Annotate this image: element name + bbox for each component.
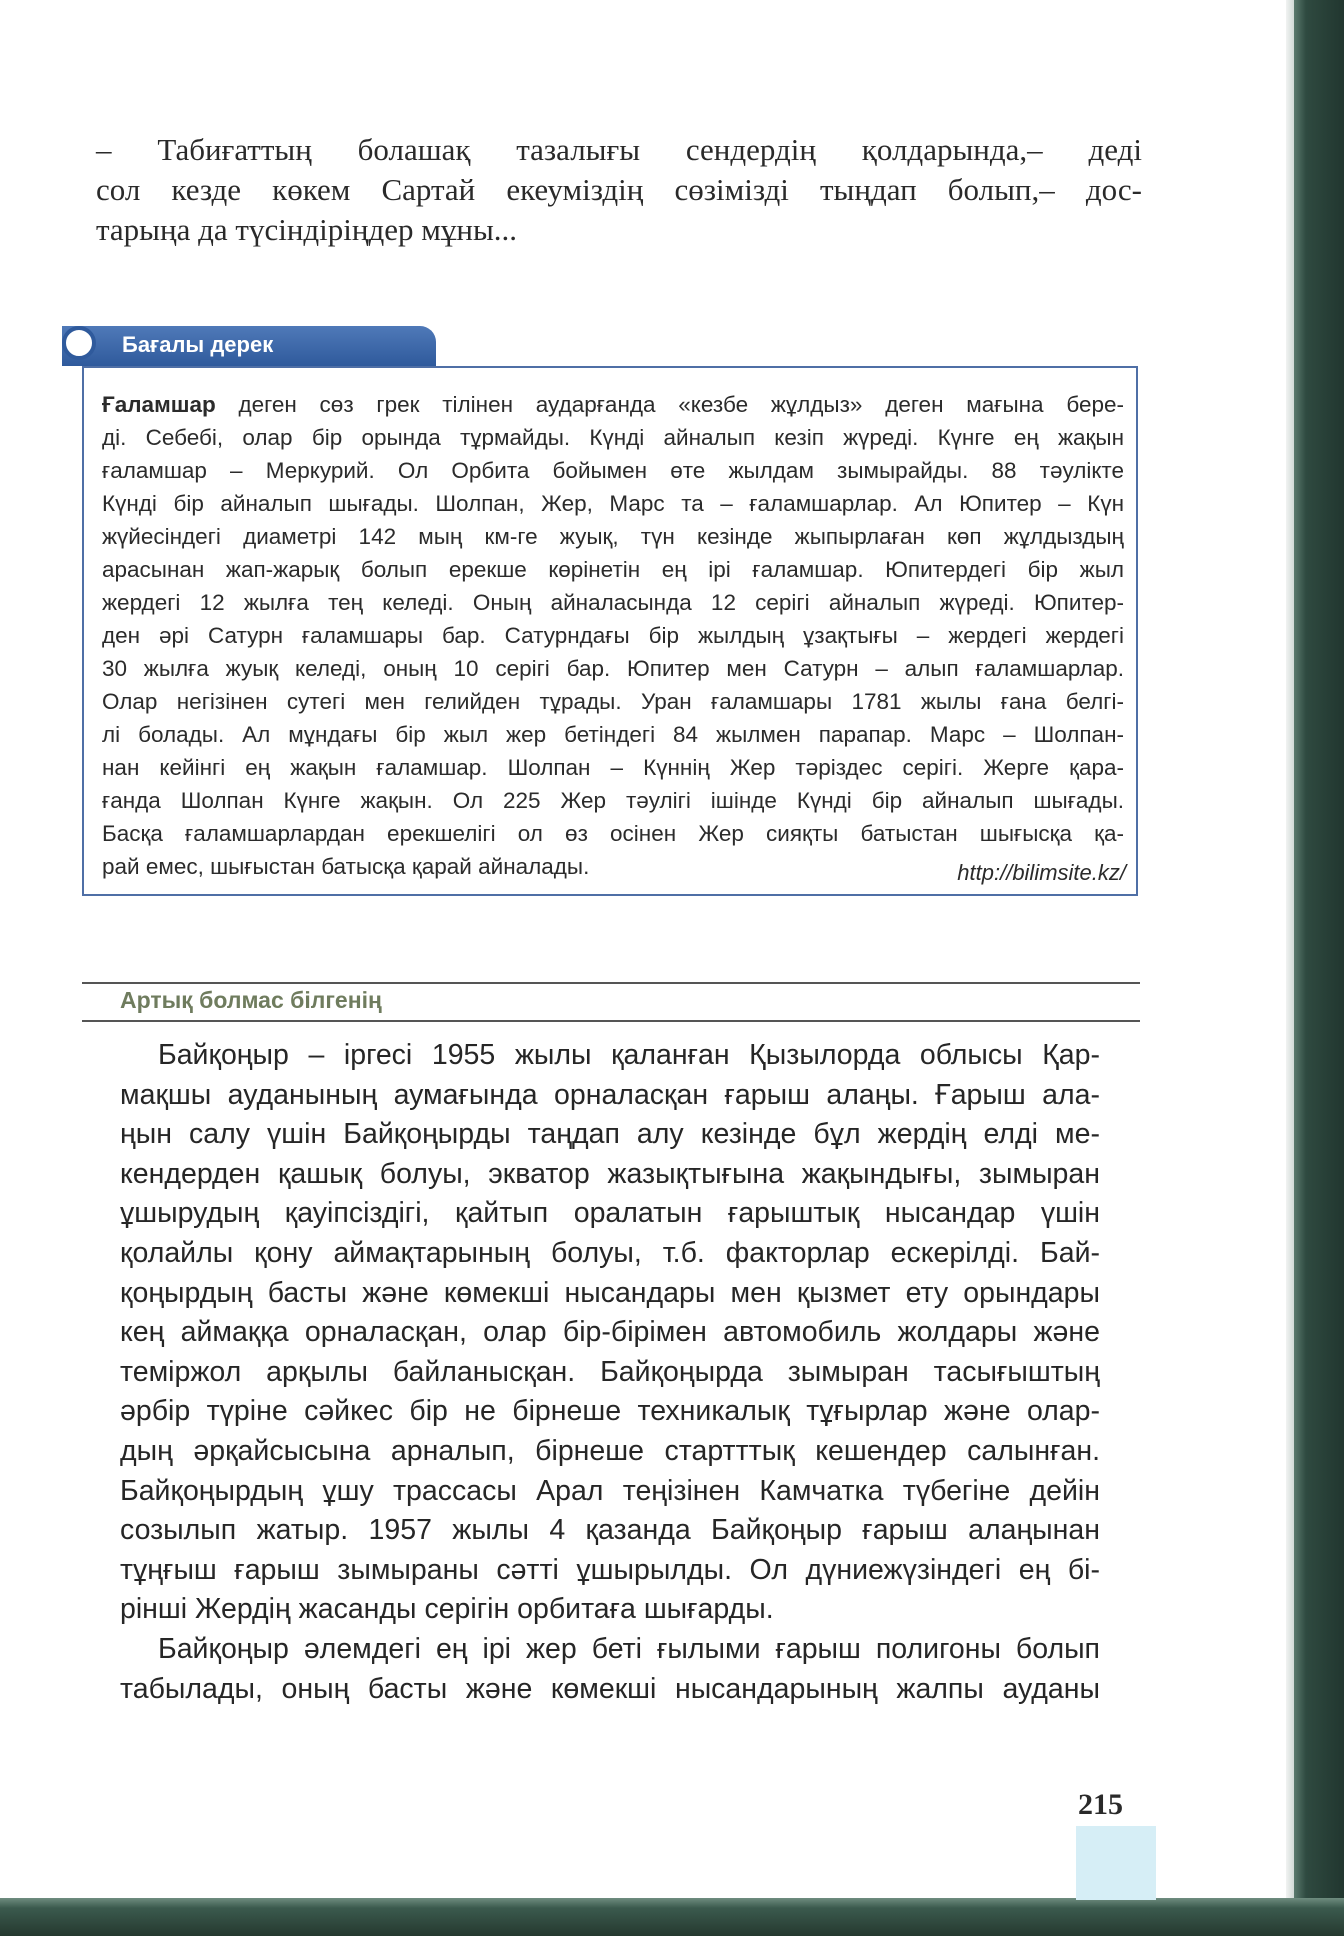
- info-box-line: Күнді бір айналып шығады. Шолпан, Жер, Марс та – ғаламшарлар. Ал Юпитер – Күн: [102, 491, 1124, 516]
- info-box-text: [102, 388, 1124, 883]
- info-box-circle-icon: [62, 326, 96, 360]
- body-line: рінші Жердің жасанды серігін орбитаға шығарды.: [120, 1593, 774, 1626]
- info-box-line: лі болады. Ал мұндағы бір жыл жер бетіндегі 84 жылмен парапар. Марс – Шолпан-: [102, 722, 1124, 747]
- body-line: ңын салу үшін Байқоңырды таңдап алу кезінде бұл жердің елді ме-: [120, 1118, 1100, 1151]
- page-number-tab: [1076, 1826, 1156, 1900]
- body-line: Байқоңыр әлемдегі ең ірі жер беті ғылыми ғарыш полигоны болып: [158, 1632, 1100, 1665]
- body-line: созылып жатыр. 1957 жылы 4 қазанда Байқоңыр ғарыш алаңынан: [120, 1514, 1100, 1547]
- info-box-line-rest: деген сөз грек тілінен аударғанда «кезбе жұлдыз» деген мағына бере-: [215, 392, 1124, 417]
- section-rule-top: [82, 982, 1140, 984]
- quote-line: – Табиғаттың болашақ тазалығы сендердің қолдарында,– деді: [96, 132, 1142, 167]
- info-box-line: [102, 388, 1124, 421]
- info-box-line: жүйесіндегі диаметрі 142 мың км-ге жуық, түн кезінде жыпырлаған көп жұлдыздың: [102, 524, 1124, 549]
- body-line: мақшы ауданының аумағында орналасқан ғарыш алаңы. Ғарыш ала-: [120, 1078, 1100, 1111]
- info-box-line: ді. Себебі, олар бір орында тұрмайды. Күнді айналып кезіп жүреді. Күнге ең жақын: [102, 425, 1124, 450]
- body-line: қолайлы қону аймақтарының болуы, т.б. факторлар ескерілді. Бай-: [120, 1236, 1100, 1269]
- info-box-bold-term: Ғаламшар: [102, 392, 216, 417]
- body-line: тұңғыш ғарыш зымыраны сәтті ұшырылды. Ол дүниежүзіндегі ең бі-: [120, 1553, 1100, 1586]
- quote-line: сол кезде көкем Сартай екеуміздің сөзімізді тыңдап болып,– дос-: [96, 172, 1142, 207]
- body-line: қоңырдың басты және көмекші нысандары мен қызмет ету орындары: [120, 1276, 1100, 1309]
- book-cover-edge-right: [1294, 0, 1344, 1936]
- info-box-line: нан кейінгі ең жақын ғаламшар. Шолпан – Күннің Жер тәріздес серігі. Жерге қара-: [102, 755, 1124, 780]
- info-box-line: ғанда Шолпан Күнге жақын. Ол 225 Жер тәулігі ішінде Күнді бір айналып шығады.: [102, 788, 1124, 813]
- info-box-source-link[interactable]: http://bilimsite.kz/: [957, 860, 1126, 885]
- body-line: ұшырудың қауіпсіздігі, қайтып оралатын ғарыштық нысандар үшін: [120, 1197, 1100, 1230]
- info-box-line: ден әрі Сатурн ғаламшары бар. Сатурндағы бір жылдың ұзақтығы – жердегі жердегі: [102, 623, 1124, 648]
- body-line: әрбір түріне сәйкес бір не бірнеше техникалық тұғырлар және олар-: [120, 1395, 1100, 1428]
- quote-line: тарыңа да түсіндіріңдер мұны...: [96, 212, 518, 247]
- body-line: кендерден қашық болуы, экватор жазықтығына жақындығы, зымыран: [120, 1157, 1100, 1190]
- book-cover-edge-bottom: [0, 1898, 1344, 1936]
- section-title: Артық болмас білгенің: [120, 987, 382, 1013]
- info-box-line: арасынан жап-жарық болып ерекше көрінетін ең ірі ғаламшар. Юпитердегі бір жыл: [102, 557, 1124, 582]
- body-line: кең аймаққа орналасқан, олар бір-бірімен автомобиль жолдары және: [120, 1316, 1100, 1349]
- body-line: дың әрқайсысына арналып, бірнеше стартттық кешендер салынған.: [120, 1434, 1100, 1467]
- info-box-line: ғаламшар – Меркурий. Ол Орбита бойымен өте жылдам зымырайды. 88 тәулікте: [102, 458, 1124, 483]
- body-line: табылады, оның басты және көмекші нысандарының жалпы ауданы: [120, 1672, 1100, 1705]
- quote-paragraph: [96, 130, 1142, 250]
- section-body-text: [120, 1036, 1100, 1709]
- info-box-title: Бағалы дерек: [122, 332, 274, 357]
- info-box-line: Олар негізінен сутегі мен гелийден тұрады. Уран ғаламшары 1781 жылы ғана белгі-: [102, 689, 1124, 714]
- info-box-line: Басқа ғаламшарлардан ерекшелігі ол өз осінен Жер сияқты батыстан шығысқа қа-: [102, 821, 1124, 846]
- page-number: 215: [1078, 1788, 1123, 1821]
- info-box-line: 30 жылға жуық келеді, оның 10 серігі бар. Юпитер мен Сатурн – алып ғаламшарлар.: [102, 656, 1124, 681]
- section-rule-bottom: [82, 1020, 1140, 1022]
- body-line: Байқоңырдың ұшу трассасы Арал теңізінен Камчатка түбегіне дейін: [120, 1474, 1100, 1507]
- body-line: Байқоңыр – іргесі 1955 жылы қаланған Қызылорда облысы Қар-: [158, 1039, 1100, 1071]
- info-box-line: жердегі 12 жылға тең келеді. Оның айналасында 12 серігі айналып жүреді. Юпитер-: [102, 590, 1124, 615]
- body-line: теміржол арқылы байланысқан. Байқоңырда зымыран тасығыштың: [120, 1355, 1100, 1388]
- info-box-line: рай емес, шығыстан батысқа қарай айналады.: [102, 854, 590, 879]
